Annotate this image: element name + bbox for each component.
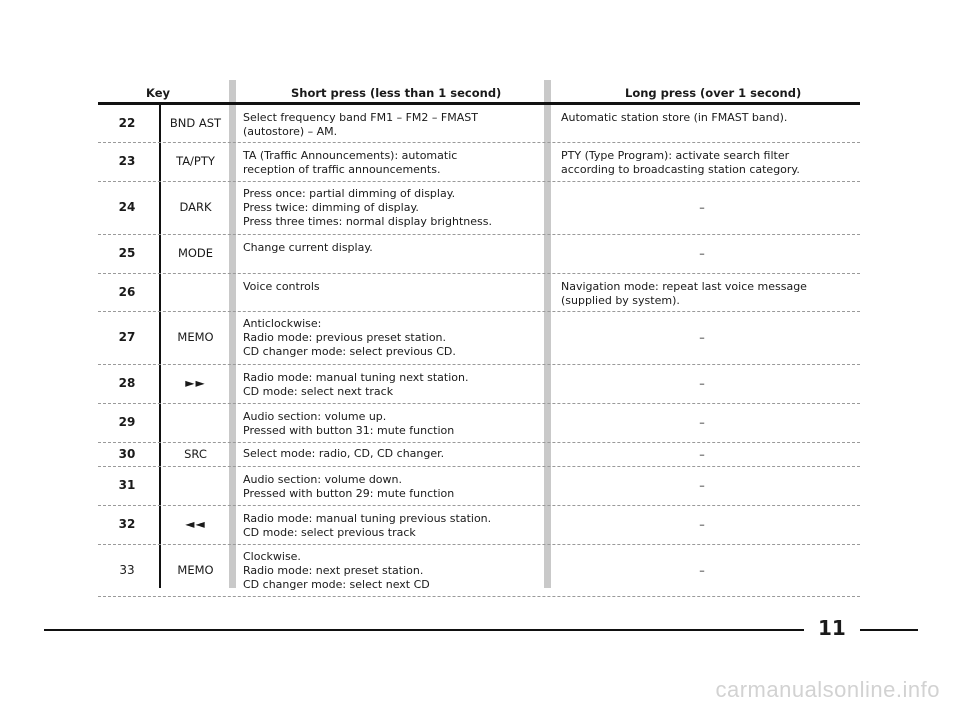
description-line: – [699, 247, 705, 260]
long-press-description [544, 564, 860, 578]
description-line: Select mode: radio, CD, CD changer. [243, 447, 445, 460]
description-line: – [699, 377, 705, 390]
description-line: – [699, 201, 705, 214]
description-line: TA (Traffic Announcements): automatic [243, 149, 458, 162]
long-press-description [561, 111, 861, 125]
description-line: – [699, 518, 705, 531]
description-line: Radio mode: next preset station. [243, 564, 424, 577]
button-number: 25 [118, 246, 136, 260]
description-line: Anticlockwise: [243, 317, 322, 330]
button-key-label: MODE [177, 246, 214, 260]
description-line: CD mode: select next track [243, 385, 394, 398]
description-line: Clockwise. [243, 550, 301, 563]
button-number: 26 [118, 285, 136, 299]
description-line: reception of traffic announcements. [243, 163, 441, 176]
short-press-description [243, 149, 538, 177]
description-line: Voice controls [243, 280, 320, 293]
description-line: Radio mode: manual tuning next station. [243, 371, 469, 384]
description-line: CD changer mode: select previous CD. [243, 345, 456, 358]
table-row [98, 235, 860, 274]
table-row [98, 467, 860, 506]
description-line: according to broadcasting station category. [561, 163, 800, 176]
table-row [98, 365, 860, 404]
button-number: 23 [118, 154, 136, 168]
table-row [98, 274, 860, 312]
button-number: 29 [118, 415, 136, 429]
description-line: – [699, 331, 705, 344]
description-line: Change current display. [243, 241, 373, 254]
header-short-press: Short press (less than 1 second) [291, 86, 502, 100]
button-key-label: DARK [179, 200, 212, 214]
button-number: 33 [119, 563, 135, 577]
description-line: Navigation mode: repeat last voice message [561, 280, 807, 293]
description-line: CD mode: select previous track [243, 526, 416, 539]
table-row [98, 443, 860, 467]
long-press-description [561, 149, 861, 177]
button-number: 27 [118, 330, 136, 344]
button-number: 28 [118, 376, 136, 390]
description-line: Pressed with button 31: mute function [243, 424, 455, 437]
short-press-description [243, 550, 538, 592]
description-line: Press once: partial dimming of display. [243, 187, 456, 200]
table-row [98, 312, 860, 365]
long-press-description [544, 416, 860, 430]
table-row [98, 506, 860, 545]
footer-rule [44, 629, 804, 631]
description-line: CD changer mode: select next CD [243, 578, 430, 591]
button-number: 31 [118, 478, 136, 492]
footer-rule [860, 629, 918, 631]
button-number: 32 [118, 517, 136, 531]
controls-table [98, 80, 860, 597]
watermark-logo: carmanualsonline.info [715, 677, 940, 702]
long-press-description [544, 201, 860, 215]
table-body [98, 105, 860, 597]
header-long-press: Long press (over 1 second) [625, 86, 802, 100]
short-press-description [243, 371, 538, 399]
short-press-description [243, 187, 538, 229]
description-line: – [699, 564, 705, 577]
description-line: Press three times: normal display brightness. [243, 215, 492, 228]
description-line: Select frequency band FM1 – FM2 – FMAST [243, 111, 478, 124]
short-press-description [243, 410, 538, 438]
table-row [98, 545, 860, 597]
table-row [98, 105, 860, 143]
table-row [98, 182, 860, 235]
button-key-label: MEMO [177, 330, 214, 344]
button-key-label: MEMO [177, 563, 214, 577]
table-row [98, 143, 860, 182]
long-press-description [544, 448, 860, 462]
button-key-label: ◄◄ [185, 517, 206, 531]
description-line: (supplied by system). [561, 294, 680, 307]
description-line: Radio mode: manual tuning previous station. [243, 512, 492, 525]
button-key-label: TA/PTY [176, 154, 215, 168]
short-press-description [243, 241, 538, 255]
table-row [98, 404, 860, 443]
table-header [98, 80, 860, 102]
description-line: – [699, 479, 705, 492]
description-line: Audio section: volume up. [243, 410, 387, 423]
long-press-description [544, 377, 860, 391]
description-line: Pressed with button 29: mute function [243, 487, 455, 500]
short-press-description [243, 317, 538, 359]
short-press-description [243, 111, 538, 139]
long-press-description [544, 479, 860, 493]
description-line: PTY (Type Program): activate search filter [561, 149, 790, 162]
header-key: Key [146, 86, 171, 100]
description-line: – [699, 448, 705, 461]
button-key-label: BND AST [169, 116, 222, 130]
description-line: Automatic station store (in FMAST band). [561, 111, 788, 124]
button-number: 22 [118, 116, 136, 130]
page-number: 11 [818, 616, 846, 640]
long-press-description [544, 518, 860, 532]
description-line: Radio mode: previous preset station. [243, 331, 447, 344]
long-press-description [561, 280, 861, 308]
short-press-description [243, 280, 538, 294]
description-line: (autostore) – AM. [243, 125, 338, 138]
description-line: Press twice: dimming of display. [243, 201, 419, 214]
long-press-description [544, 247, 860, 261]
short-press-description [243, 473, 538, 501]
description-line: Audio section: volume down. [243, 473, 403, 486]
button-key-label: ►► [185, 376, 206, 390]
button-number: 30 [118, 447, 136, 461]
short-press-description [243, 447, 538, 461]
button-key-label: SRC [184, 447, 207, 461]
description-line: – [699, 416, 705, 429]
long-press-description [544, 331, 860, 345]
short-press-description [243, 512, 538, 540]
button-number: 24 [118, 200, 136, 214]
